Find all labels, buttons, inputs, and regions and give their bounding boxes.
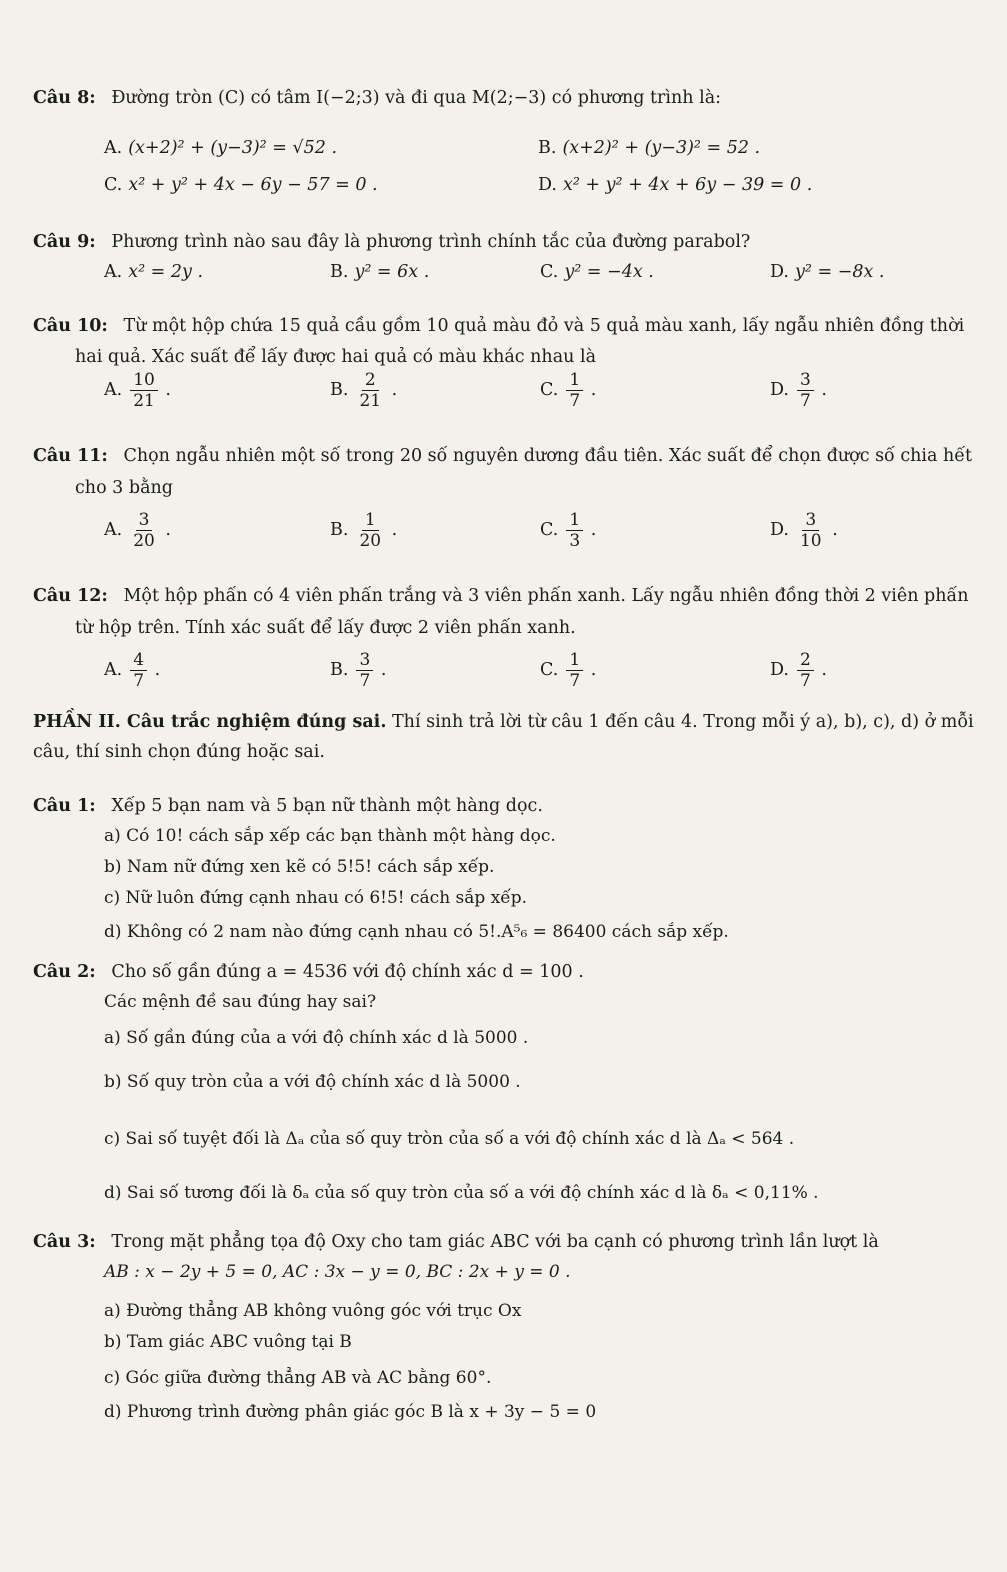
option-c: C. $\frac{1}{7}$ . bbox=[540, 370, 597, 411]
section-text: Thí sinh trả lời từ câu 1 đến câu 4. Trong mỗi ý a), b), c), d) ở mỗi bbox=[392, 712, 974, 732]
statement-a: a) Có 10! cách sắp xếp các bạn thành một hàng dọc. bbox=[104, 826, 556, 846]
option-text: (x+2)² + (y−3)² = √52 . bbox=[128, 138, 338, 158]
option-d: D. $\frac{3}{10}$ . bbox=[770, 510, 838, 551]
statement-c: c) Nữ luôn đứng cạnh nhau có 6!5! cách sắp xếp. bbox=[104, 888, 528, 908]
option-text: (x+2)² + (y−3)² = 52 . bbox=[562, 138, 761, 158]
option-b: B. $\frac{3}{7}$ . bbox=[330, 650, 387, 691]
fraction bbox=[566, 650, 583, 691]
question-label: Câu 8: bbox=[33, 88, 96, 108]
question-text: Trong mặt phẳng tọa độ Oxy cho tam giác ABC với ba cạnh có phương trình lần lượt là bbox=[111, 1232, 879, 1252]
numerator: 1 bbox=[566, 370, 583, 391]
denominator: 7 bbox=[799, 671, 811, 691]
option-key: A. bbox=[104, 520, 123, 540]
question-text: cho 3 bằng bbox=[75, 478, 173, 498]
option-key: A. bbox=[104, 138, 123, 158]
question-text: hai quả. Xác suất để lấy được hai quả có màu khác nhau là bbox=[75, 347, 597, 367]
statement-b: b) Số quy tròn của a với độ chính xác d là 5000 . bbox=[104, 1072, 521, 1092]
option-key: C. bbox=[540, 262, 559, 282]
option-key: A. bbox=[104, 660, 123, 680]
question-10 bbox=[33, 312, 993, 340]
question-label: Câu 9: bbox=[33, 232, 96, 252]
fraction bbox=[356, 510, 384, 551]
question-10-line2 bbox=[75, 343, 596, 371]
option-key: D. bbox=[538, 175, 557, 195]
denominator: 20 bbox=[133, 531, 155, 551]
triangle-equations: AB : x − 2y + 5 = 0, AC : 3x − y = 0, BC : 2x + y = 0 . bbox=[104, 1262, 571, 1282]
denominator: 7 bbox=[569, 671, 581, 691]
option-c bbox=[540, 262, 654, 282]
option-b: B. $\frac{1}{20}$ . bbox=[330, 510, 398, 551]
option-key: C. bbox=[540, 520, 559, 540]
option-key: C. bbox=[540, 660, 559, 680]
denominator: 21 bbox=[359, 391, 382, 411]
numerator: 2 bbox=[797, 650, 814, 671]
fraction bbox=[797, 370, 814, 411]
option-key: B. bbox=[330, 520, 349, 540]
section-text: câu, thí sinh chọn đúng hoặc sai. bbox=[33, 742, 325, 762]
denominator: 10 bbox=[799, 531, 822, 551]
option-key: B. bbox=[330, 380, 349, 400]
option-d bbox=[770, 262, 884, 282]
option-key: D. bbox=[770, 380, 789, 400]
fraction bbox=[566, 370, 583, 411]
question-text: Đường tròn (C) có tâm I(−2;3) và đi qua M(2;−3) có phương trình là: bbox=[111, 88, 722, 108]
statement-c: c) Sai số tuyệt đối là Δₐ của số quy tròn của số a với độ chính xác d là Δₐ < 564 . bbox=[104, 1129, 795, 1149]
option-key: B. bbox=[330, 262, 349, 282]
tf-question-3 bbox=[33, 1228, 998, 1256]
numerator: 10 bbox=[130, 370, 158, 391]
numerator: 3 bbox=[356, 650, 373, 671]
question-11-line2 bbox=[75, 474, 173, 502]
option-d: D. $\frac{3}{7}$ . bbox=[770, 370, 827, 411]
statement-b: b) Tam giác ABC vuông tại B bbox=[104, 1332, 352, 1352]
option-text: y² = −4x . bbox=[564, 262, 654, 282]
option-d: D. $\frac{2}{7}$ . bbox=[770, 650, 827, 691]
numerator: 1 bbox=[566, 510, 583, 531]
option-text: x² + y² + 4x − 6y − 57 = 0 . bbox=[128, 175, 378, 195]
question-text: Cho số gần đúng a = 4536 với độ chính xác d = 100 . bbox=[111, 962, 584, 982]
option-key: B. bbox=[330, 660, 349, 680]
option-a: A. $\frac{3}{20}$ . bbox=[104, 510, 171, 551]
option-key: A. bbox=[104, 380, 123, 400]
statement-c: c) Góc giữa đường thẳng AB và AC bằng 60°. bbox=[104, 1368, 492, 1388]
statement-d: d) Phương trình đường phân giác góc B là x + 3y − 5 = 0 bbox=[104, 1402, 597, 1422]
option-a bbox=[104, 262, 203, 282]
option-key: B. bbox=[538, 138, 557, 158]
question-label: Câu 3: bbox=[33, 1232, 96, 1252]
numerator: 3 bbox=[136, 510, 153, 531]
question-text: Chọn ngẫu nhiên một số trong 20 số nguyên dương đầu tiên. Xác suất để chọn được số chia hết bbox=[123, 446, 973, 466]
numerator: 4 bbox=[130, 650, 147, 671]
part-2-header bbox=[33, 708, 998, 736]
question-8 bbox=[33, 84, 721, 112]
part-2-line2 bbox=[33, 738, 325, 766]
numerator: 1 bbox=[362, 510, 379, 531]
tf-question-2 bbox=[33, 958, 584, 986]
denominator: 7 bbox=[569, 391, 581, 411]
question-text: Một hộp phấn có 4 viên phấn trắng và 3 viên phấn xanh. Lấy ngẫu nhiên đồng thời 2 viên phấn bbox=[123, 586, 969, 606]
question-12 bbox=[33, 582, 998, 610]
section-title: PHẦN II. Câu trắc nghiệm đúng sai. bbox=[33, 712, 387, 732]
option-b: B. $\frac{2}{21}$ . bbox=[330, 370, 398, 411]
question-text: từ hộp trên. Tính xác suất để lấy được 2 viên phấn xanh. bbox=[75, 618, 576, 638]
option-key: C. bbox=[540, 380, 559, 400]
statement-a: a) Đường thẳng AB không vuông góc với trục Ox bbox=[104, 1301, 522, 1321]
numerator: 3 bbox=[797, 370, 814, 391]
question-label: Câu 12: bbox=[33, 586, 108, 606]
question-9 bbox=[33, 228, 750, 256]
tf-question-1 bbox=[33, 792, 543, 820]
fraction bbox=[797, 650, 814, 691]
question-text: Từ một hộp chứa 15 quả cầu gồm 10 quả màu đỏ và 5 quả màu xanh, lấy ngẫu nhiên đồng thời bbox=[123, 316, 965, 336]
numerator: 2 bbox=[362, 370, 379, 391]
fraction bbox=[356, 650, 373, 691]
question-subtext: Các mệnh đề sau đúng hay sai? bbox=[104, 992, 377, 1012]
question-label: Câu 2: bbox=[33, 962, 96, 982]
numerator: 3 bbox=[802, 510, 819, 531]
option-c: C. $\frac{1}{7}$ . bbox=[540, 650, 597, 691]
fraction bbox=[797, 510, 825, 551]
statement-d: d) Không có 2 nam nào đứng cạnh nhau có 5!.A⁵₆ = 86400 cách sắp xếp. bbox=[104, 922, 729, 942]
fraction bbox=[356, 370, 384, 411]
option-key: A. bbox=[104, 262, 123, 282]
option-a: A. $\frac{10}{21}$ . bbox=[104, 370, 171, 411]
statement-a: a) Số gần đúng của a với độ chính xác d là 5000 . bbox=[104, 1028, 529, 1048]
fraction bbox=[130, 370, 158, 411]
question-text: Phương trình nào sau đây là phương trình chính tắc của đường parabol? bbox=[111, 232, 751, 252]
denominator: 7 bbox=[359, 671, 371, 691]
fraction bbox=[566, 510, 583, 551]
denominator: 7 bbox=[133, 671, 145, 691]
option-text: x² + y² + 4x + 6y − 39 = 0 . bbox=[562, 175, 813, 195]
option-text: x² = 2y . bbox=[128, 262, 204, 282]
denominator: 3 bbox=[569, 531, 581, 551]
option-a bbox=[104, 138, 337, 158]
option-d bbox=[538, 175, 812, 195]
denominator: 20 bbox=[359, 531, 382, 551]
option-key: D. bbox=[770, 262, 789, 282]
denominator: 21 bbox=[133, 391, 155, 411]
option-c bbox=[104, 175, 378, 195]
numerator: 1 bbox=[566, 650, 583, 671]
option-text: y² = −8x . bbox=[794, 262, 885, 282]
question-12-line2 bbox=[75, 614, 576, 642]
option-b bbox=[330, 262, 429, 282]
option-a: A. $\frac{4}{7}$ . bbox=[104, 650, 161, 691]
fraction bbox=[130, 650, 147, 691]
question-label: Câu 1: bbox=[33, 796, 96, 816]
question-11 bbox=[33, 442, 998, 470]
option-text: y² = 6x . bbox=[354, 262, 430, 282]
option-c: C. $\frac{1}{3}$ . bbox=[540, 510, 597, 551]
fraction bbox=[130, 510, 158, 551]
question-label: Câu 10: bbox=[33, 316, 108, 336]
question-label: Câu 11: bbox=[33, 446, 108, 466]
denominator: 7 bbox=[799, 391, 811, 411]
statement-d: d) Sai số tương đối là δₐ của số quy tròn của số a với độ chính xác d là δₐ < 0,11% . bbox=[104, 1183, 819, 1203]
option-key: C. bbox=[104, 175, 123, 195]
option-key: D. bbox=[770, 660, 789, 680]
option-key: D. bbox=[770, 520, 789, 540]
option-b bbox=[538, 138, 760, 158]
statement-b: b) Nam nữ đứng xen kẽ có 5!5! cách sắp xếp. bbox=[104, 857, 495, 877]
question-text: Xếp 5 bạn nam và 5 bạn nữ thành một hàng dọc. bbox=[111, 796, 543, 816]
